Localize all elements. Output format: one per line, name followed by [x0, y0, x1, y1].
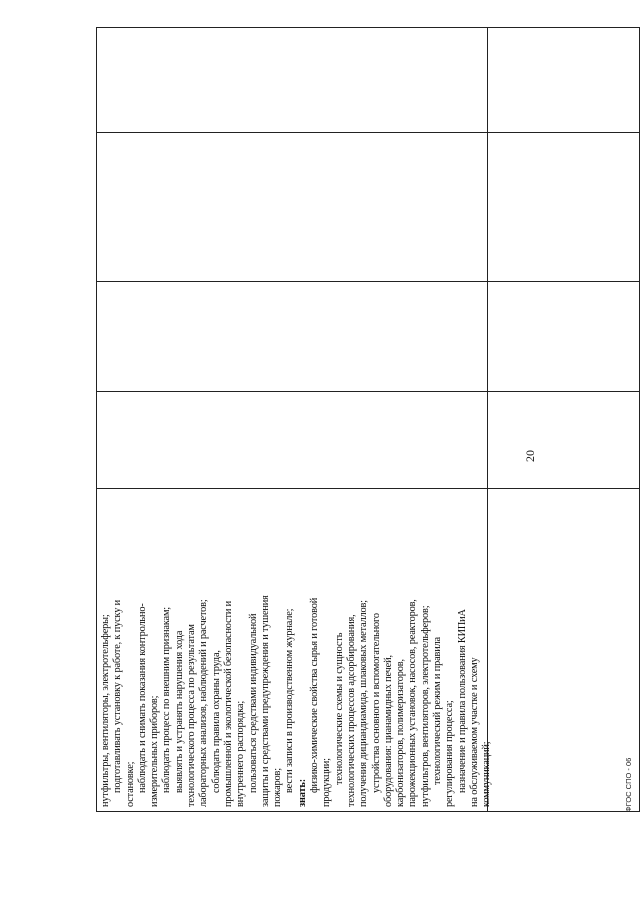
text-line: оборудования: цианамидных печей,	[382, 655, 394, 807]
text-line: парожекционных установок, насосов, реакторов,	[407, 599, 419, 807]
text-line: промышленной и экологической безопасности и	[222, 601, 234, 807]
text-line: соблюдать правила охраны труда,	[210, 650, 222, 793]
text-line: устройства основного и вспомогательного	[370, 613, 382, 793]
text-line: карбонизаторов, полимеризаторов,	[395, 659, 407, 807]
text-line: технологические схемы и сущность	[333, 632, 345, 785]
text-line: технологический режим и правила	[432, 637, 444, 785]
text-line: внутреннего распорядка;	[235, 700, 247, 807]
text-line: технологических процессов адсорбирования,	[345, 614, 357, 807]
text-line: нутфильтры, вентиляторы, электротельферы;	[100, 614, 111, 807]
page-number: 20	[523, 450, 537, 462]
text-line: подготавливать установку к работе, к пуску и	[112, 599, 124, 793]
footer-standard-code: ФГОС СПО - 06	[624, 757, 633, 812]
text-line: регулирования процесса;	[444, 700, 456, 807]
competency-table	[96, 27, 640, 812]
column-divider	[97, 132, 639, 133]
text-line: наблюдать и снимать показания контрольно-	[136, 603, 148, 793]
text-line: выявлять и устранять нарушения хода	[173, 630, 185, 793]
text-line: лабораторных анализов, наблюдений и расчетов;	[198, 599, 210, 807]
column-divider	[97, 281, 639, 282]
text-line: получения дициандиамида, шлаковых металлов;	[358, 600, 370, 807]
competency-text-cell	[97, 489, 493, 811]
text-line: наблюдать процесс по внешним признакам;	[161, 606, 173, 793]
text-line: физико-химические свойства сырья и готовой	[309, 597, 321, 793]
text-line: вести записи в производственном журнале;	[284, 608, 296, 793]
text-line: пожаров;	[272, 768, 284, 807]
text-line: измерительных приборов;	[149, 695, 161, 807]
text-line: назначение и правила пользования КИПиА	[456, 609, 468, 793]
text-line: на обслуживаемом участке и схему	[468, 657, 480, 807]
text-line: коммуникаций;	[481, 741, 493, 807]
column-divider	[97, 391, 639, 392]
text-line: пользоваться средствами индивидуальной	[247, 613, 259, 793]
rotated-page	[96, 27, 640, 812]
text-line: технологического процесса по результатам	[186, 624, 198, 807]
section-heading: знать:	[296, 779, 308, 807]
text-line: защиты и средствами предупреждения и тушения	[259, 595, 271, 807]
text-line: нутфильтров, вентиляторов, электротельферов;	[419, 605, 431, 807]
text-line: остановке;	[124, 761, 136, 807]
text-line: продукции;	[321, 758, 333, 807]
